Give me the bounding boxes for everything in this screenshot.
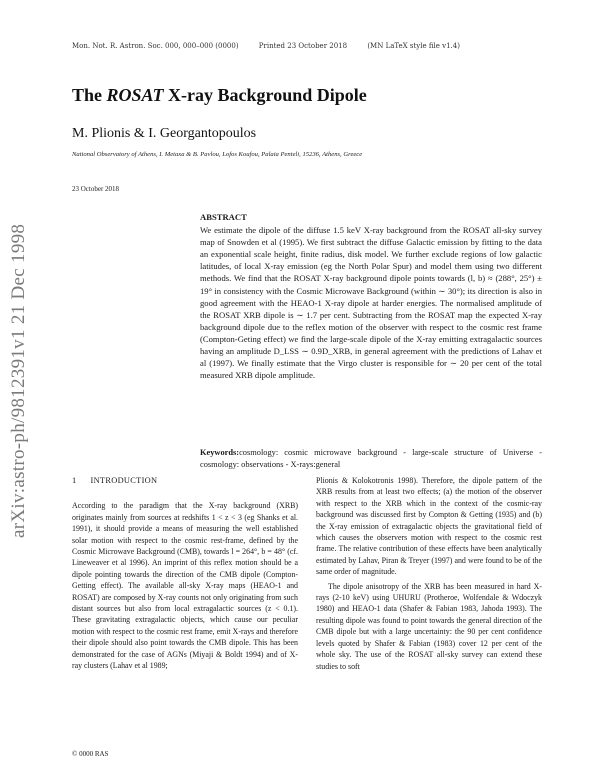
intro-paragraph-left: According to the paradigm that the X-ray background (XRB) originates mainly from sources at redshifts 1 < z < 3 (eg Shanks et al. 1991), it should provide a means of measuring the well established solar motion with respect to the cosmic rest-frame, defined by the Cosmic Microwave Background (CMB), towards l = 264°, b = 48° (cf. Lineweaver et al 1996). An imprint of this reflex motion should be a dipole pointing towards the direction of the CMB dipole (Compton-Getting effect). The available all-sky X-ray maps (HEAO-1 and ROSAT) are composed by X-ray counts not only originating from such distant sources but also from local extragalactic sources (z < 0.1). These gravitating extragalactic objects, which cause our peculiar motion with respect to the cosmic rest frame, emit X-rays and therefore their dipole should also point towards the CMB dipole. This has been demonstrated for the case of AGNs (Miyaji & Boldt 1994) and of X-ray clusters (Lahav et al 1989; <box>72 501 298 671</box>
author-list: M. Plionis & I. Georgantopoulos <box>72 126 257 141</box>
keywords-label: Keywords: <box>200 448 240 457</box>
title-suffix: X-ray Background Dipole <box>163 85 367 105</box>
title-italic: ROSAT <box>106 85 164 105</box>
keywords-block <box>200 447 542 471</box>
running-head <box>72 42 542 50</box>
abstract-block <box>200 211 542 381</box>
section-number: 1 <box>72 476 77 485</box>
section-heading-introduction <box>72 475 298 486</box>
paper-title <box>72 85 542 106</box>
abstract-heading: ABSTRACT <box>200 212 247 222</box>
left-column <box>72 475 298 675</box>
style-file-note: (MN LaTeX style file v1.4) <box>367 42 460 50</box>
section-title: INTRODUCTION <box>90 476 158 485</box>
keywords-text: cosmology: cosmic microwave background - large-scale structure of Universe - cosmology: observations - X-rays:general <box>200 448 542 469</box>
intro-paragraph-right-1: Plionis & Kolokotronis 1998). Therefore, the dipole pattern of the XRB results from at least two effects; (a) the motion of the observer with respect to the XRB which in the context of the cosmic-ray background was discussed first by Compton & Getting (1935) and (b) the X-ray emission of extragalactic objects the gravitational field of which causes the observers motion with respect to the cosmic rest frame. The relative contribution of these effects have been analytically estimated by Lahav, Piran & Treyer (1997) and were found to be of the same order of magnitude. <box>316 476 542 577</box>
journal-citation: Mon. Not. R. Astron. Soc. 000, 000–000 (0000) <box>72 42 239 50</box>
affiliation: National Observatory of Athens, I. Metaxa & B. Pavlou, Lofos Koufou, Palaia Penteli, 15236, Athens, Greece <box>72 151 363 158</box>
intro-paragraph-right-2: The dipole anisotropy of the XRB has been measured in hard X-rays (2-10 keV) using UHURU (Protheroe, Wolfendale & Wdoczyk 1980) and HEAO-1 data (Shafer & Fabian 1983, Jahoda 1993). The resulting dipole was found to point towards the general direction of the CMB dipole but with a large uncertainty: the 90 per cent confidence levels quoted by Shafer & Fabian (1983) cover 12 per cent of the whole sky. The use of the ROSAT all-sky survey can extend these studies to soft <box>316 581 542 671</box>
right-column <box>316 475 542 675</box>
arxiv-margin-identifier: arXiv:astro-ph/9812391v1 21 Dec 1998 <box>8 223 29 538</box>
paper-date: 23 October 2018 <box>72 185 120 193</box>
abstract-text: We estimate the dipole of the diffuse 1.5 keV X-ray background from the ROSAT all-sky survey map of Snowden et al (1995). We first subtract the diffuse Galactic emission by fitting to the data an exponential scale height, finite radius, disk model. We further exclude regions of low galactic latitudes, of local X-ray emission (eg the North Polar Spur) and model them using two different methods. We find that the ROSAT X-ray background dipole points towards (l, b) ≈ (288°, 25°) ± 19° in consistency with the Cosmic Microwave Background (within ∼ 30°); its direction is also in good agreement with the HEAO-1 X-ray dipole at harder energies. The normalised amplitude of the ROSAT XRB dipole is ∼ 1.7 per cent. Subtracting from the ROSAT map the expected X-ray background dipole due to the reflex motion of the observer with respect to the cosmic rest frame (Compton-Geting effect) we find the large-scale dipole of the X-ray emitting extragalactic sources having an amplitude D_LSS ∼ 0.9D_XRB, in general agreement with the predictions of Lahav et al (1997). We finally estimate that the Virgo cluster is responsible for ∼ 20 per cent of the total measured XRB dipole amplitude. <box>200 225 542 381</box>
printed-date: Printed 23 October 2018 <box>258 42 348 50</box>
title-prefix: The <box>72 85 107 105</box>
copyright-notice: © 0000 RAS <box>72 750 109 758</box>
